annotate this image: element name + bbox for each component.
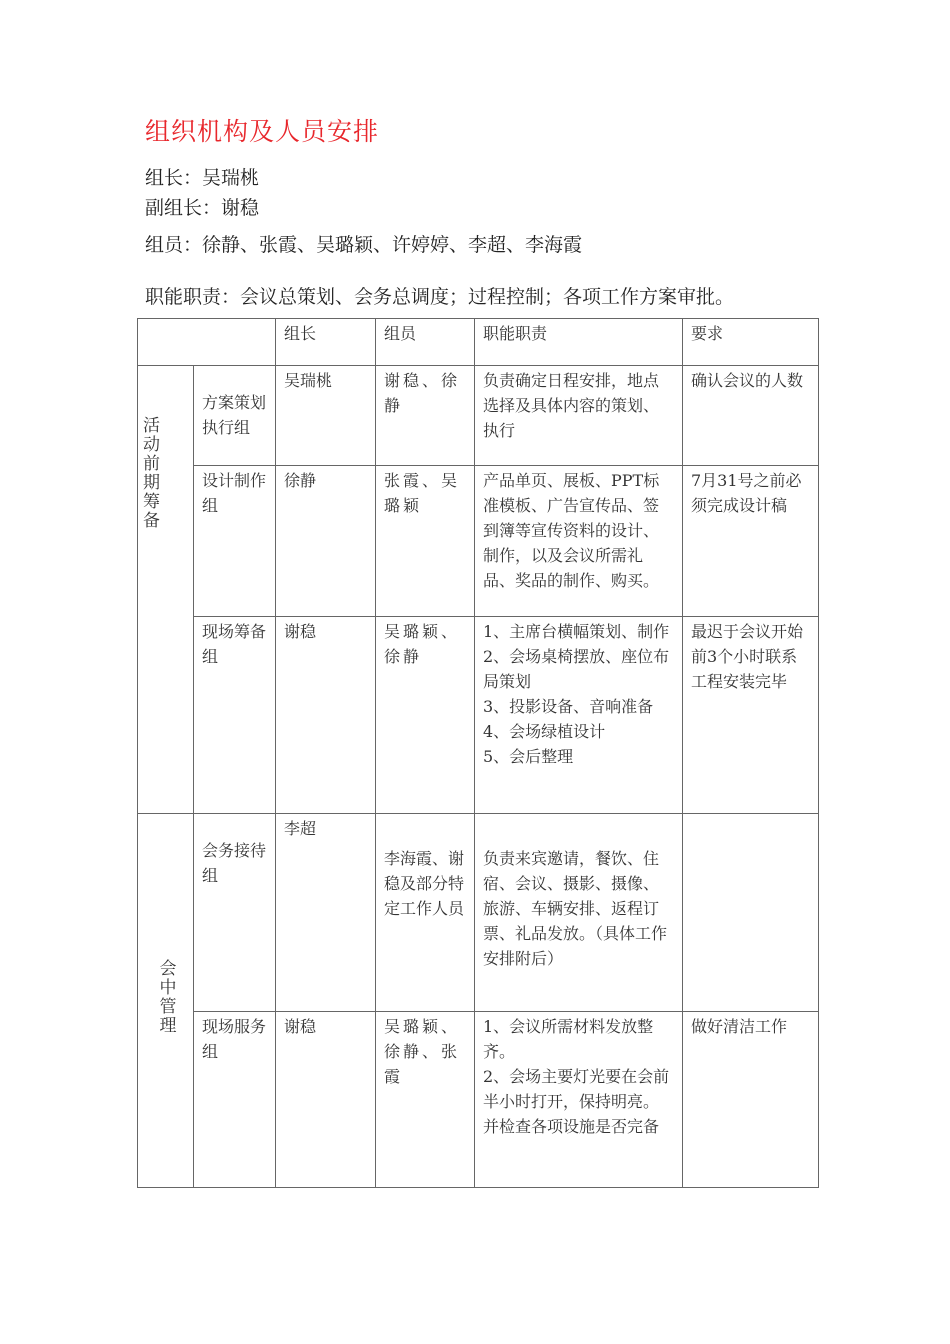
group-duty: 负责确定日程安排，地点选择及具体内容的策划、执行 <box>475 366 683 466</box>
group-members: 李海霞、谢稳及部分特定工作人员 <box>376 814 475 1012</box>
group-name: 现场筹备组 <box>194 617 276 814</box>
duty-item: 3、投影设备、音响准备 <box>483 697 654 716</box>
group-name: 方案策划执行组 <box>194 366 276 466</box>
header-members: 组员 <box>376 319 475 366</box>
group-name: 设计制作组 <box>194 466 276 617</box>
members-label: 组员： <box>145 234 203 256</box>
group-leader: 李超 <box>276 814 376 1012</box>
table-row <box>138 814 819 1012</box>
group-leader: 谢稳 <box>276 1012 376 1188</box>
leader-label: 组长： <box>145 167 203 189</box>
group-members: 吴璐颖、徐静、张霞 <box>376 1012 475 1188</box>
group-members: 吴璐颖、徐静 <box>376 617 475 814</box>
page-title: 组织机构及人员安排 <box>145 117 380 146</box>
leader-value: 吴瑞桃 <box>202 167 260 189</box>
table-row <box>138 617 819 814</box>
phase-in-event <box>138 814 194 1188</box>
group-members: 谢稳、徐静 <box>376 366 475 466</box>
vice-leader-value: 谢稳 <box>221 197 260 219</box>
duty-item: 2、会场桌椅摆放、座位布局策划 <box>483 647 670 691</box>
duty-item: 1、会议所需材料发放整齐。 <box>483 1017 654 1061</box>
vice-leader-label: 副组长： <box>145 197 222 219</box>
members-line <box>145 230 582 257</box>
group-name: 现场服务组 <box>194 1012 276 1188</box>
vice-leader-line <box>145 193 259 220</box>
duty-label: 职能职责： <box>145 286 241 308</box>
duty-item: 5、会后整理 <box>483 747 574 766</box>
group-duty: 负责来宾邀请，餐饮、住宿、会议、摄影、摄像、旅游、车辆安排、返程订票、礼品发放。（具体工作安排附后） <box>475 814 683 1012</box>
organization-table <box>137 318 819 1188</box>
group-requirement: 做好清洁工作 <box>683 1012 819 1188</box>
table-row <box>138 466 819 617</box>
phase-pre-event-label: 活动前期筹备 <box>139 416 159 530</box>
group-duty <box>475 617 683 814</box>
duty-item: 2、会场主要灯光要在会前半小时打开，保持明亮。并检查各项设施是否完备 <box>483 1067 670 1136</box>
table-row <box>138 1012 819 1188</box>
duty-line <box>145 282 734 309</box>
group-requirement: 最迟于会议开始前3个小时联系工程安装完毕 <box>683 617 819 814</box>
group-duty: 产品单页、展板、PPT标准模板、广告宣传品、签到簿等宣传资料的设计、制作，以及会议所需礼品、奖品的制作、购买。 <box>475 466 683 617</box>
leader-line <box>145 163 259 190</box>
group-requirement: 7月31号之前必须完成设计稿 <box>683 466 819 617</box>
duty-item: 1、主席台横幅策划、制作 <box>483 622 670 641</box>
group-leader: 吴瑞桃 <box>276 366 376 466</box>
phase-pre-event <box>138 366 194 814</box>
group-leader: 徐静 <box>276 466 376 617</box>
header-leader: 组长 <box>276 319 376 366</box>
members-value: 徐静、张霞、吴璐颖、许婷婷、李超、李海霞 <box>202 234 583 256</box>
header-duty: 职能职责 <box>475 319 683 366</box>
group-name: 会务接待组 <box>194 814 276 1012</box>
group-requirement <box>683 814 819 1012</box>
table-row <box>138 366 819 466</box>
group-requirement: 确认会议的人数 <box>683 366 819 466</box>
group-members: 张霞、吴璐颖 <box>376 466 475 617</box>
header-requirement: 要求 <box>683 319 819 366</box>
duty-value: 会议总策划、会务总调度；过程控制；各项工作方案审批。 <box>240 286 735 308</box>
header-corner-cell <box>138 319 276 366</box>
group-leader: 谢稳 <box>276 617 376 814</box>
phase-in-event-label: 会中管理 <box>155 959 176 1035</box>
table-header-row <box>138 319 819 366</box>
group-duty <box>475 1012 683 1188</box>
duty-item: 4、会场绿植设计 <box>483 722 606 741</box>
